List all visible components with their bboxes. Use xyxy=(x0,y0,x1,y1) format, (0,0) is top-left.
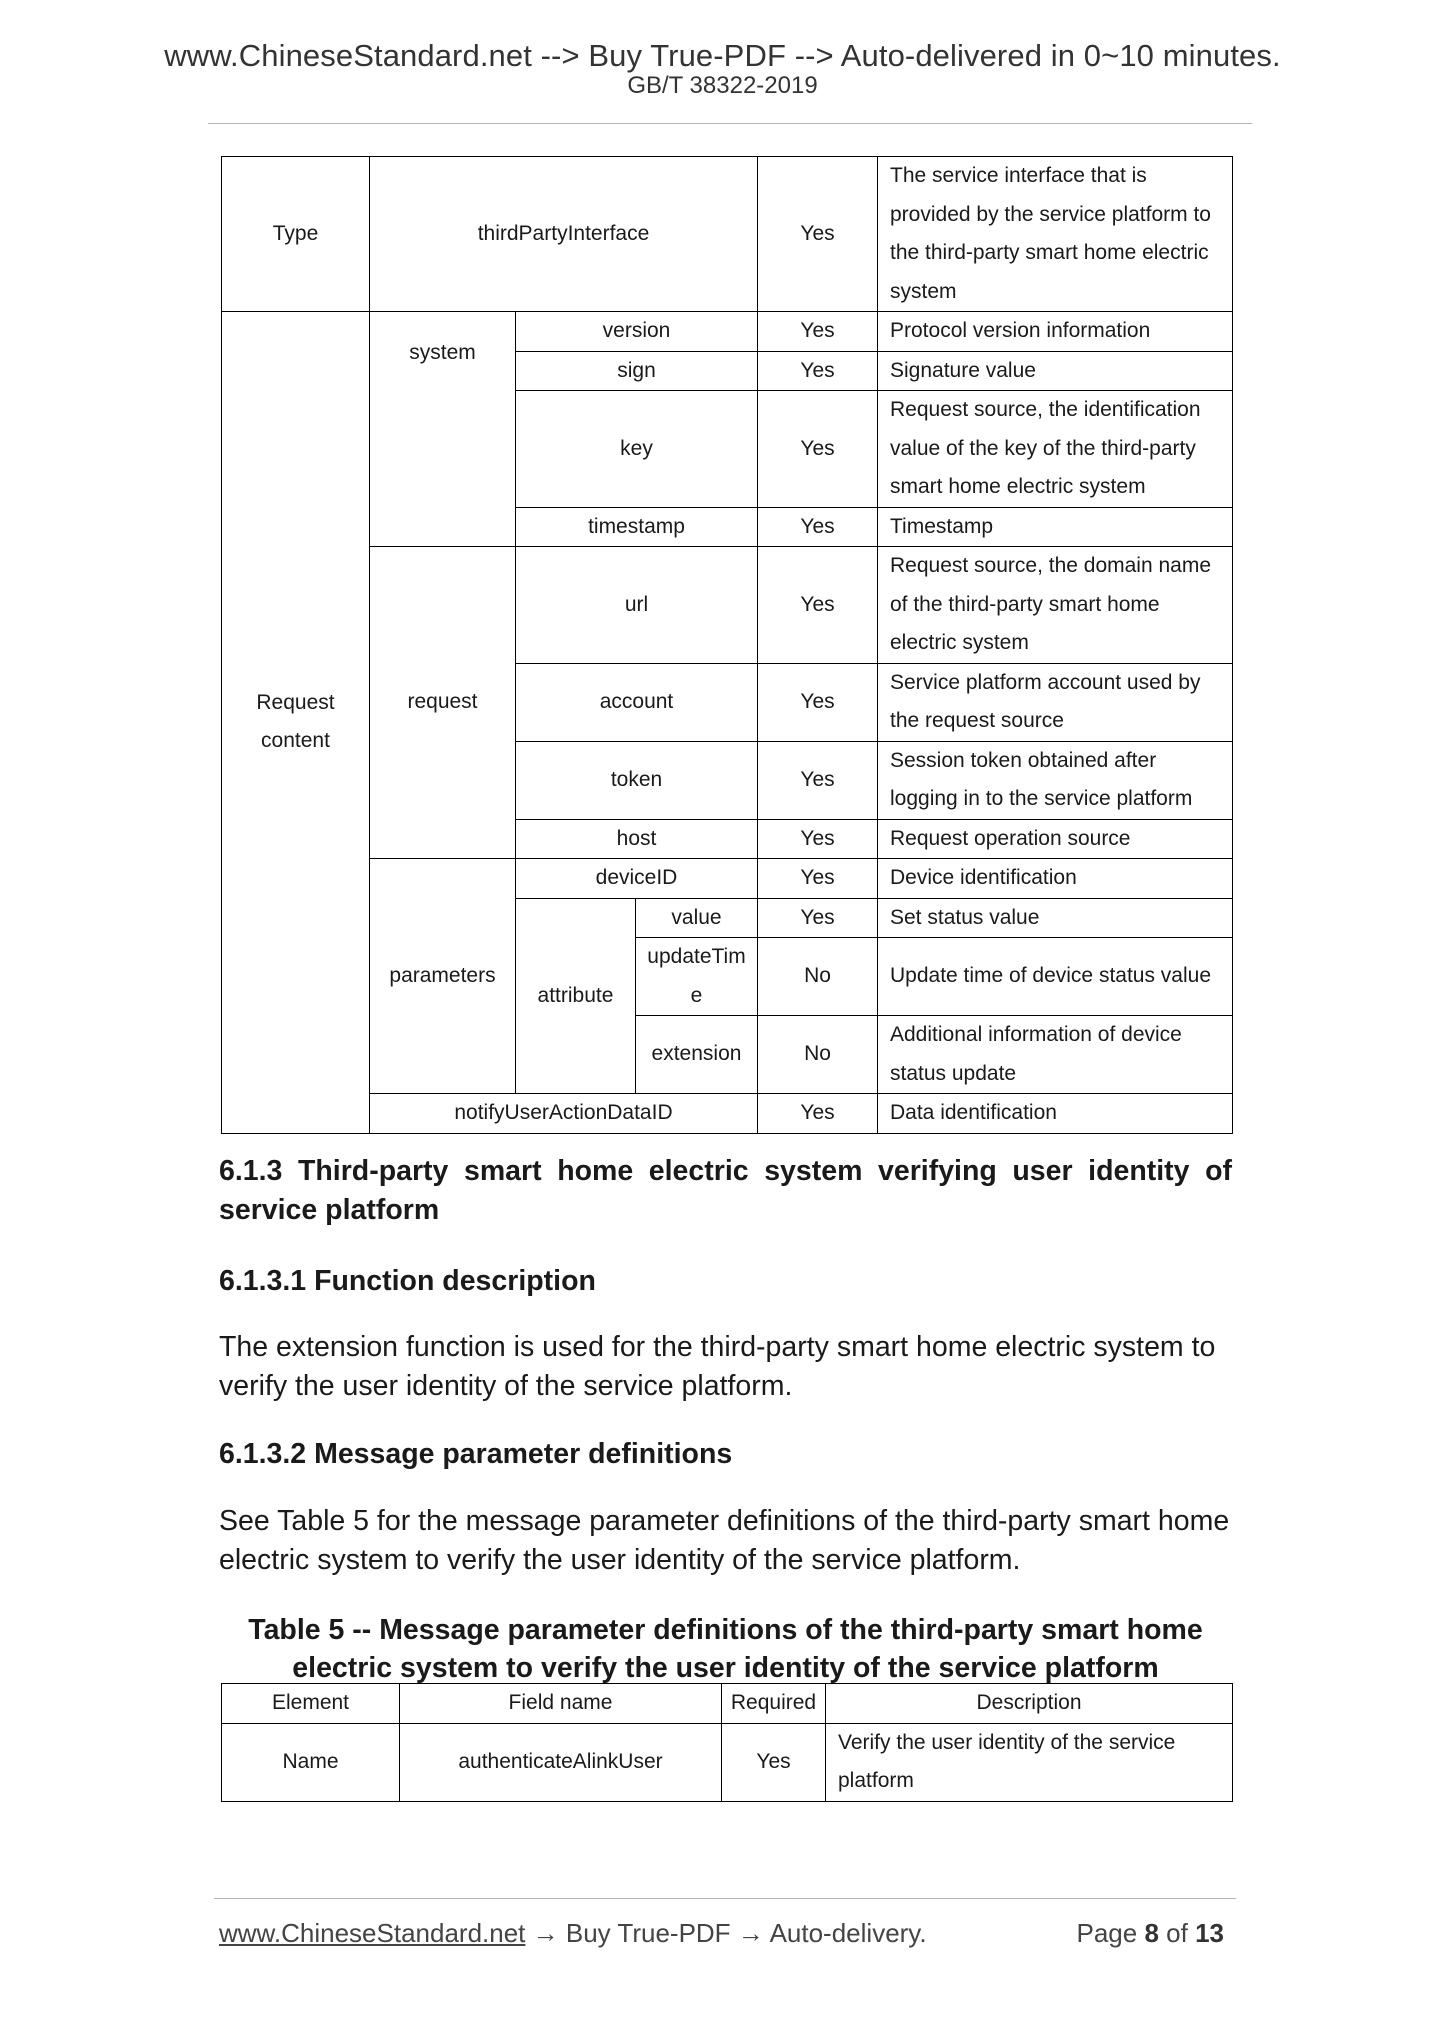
cell-description: Request source, the identification value of the key of the third-party smart home electric system xyxy=(878,391,1233,508)
cell-required: Yes xyxy=(758,507,878,547)
standard-number: GB/T 38322-2019 xyxy=(627,72,818,99)
system-label: system xyxy=(370,312,516,547)
cell-field: authenticateAlinkUser xyxy=(400,1723,722,1801)
cell-element: Type xyxy=(222,157,370,312)
cell-required: Yes xyxy=(758,547,878,664)
header-field-name: Field name xyxy=(400,1684,722,1724)
cell-required: Yes xyxy=(758,351,878,391)
cell-description: Device identification xyxy=(878,859,1233,899)
cell-required: Yes xyxy=(758,741,878,819)
cell-description: Protocol version information xyxy=(878,312,1233,352)
cell-required: Yes xyxy=(722,1723,826,1801)
table-row xyxy=(222,547,1233,664)
cell-description: Data identification xyxy=(878,1094,1233,1134)
cell-field: value xyxy=(636,898,758,938)
header-divider xyxy=(208,123,1252,124)
cell-field: thirdPartyInterface xyxy=(370,157,758,312)
table-header-row xyxy=(222,1684,1233,1724)
cell-required: Yes xyxy=(758,157,878,312)
section-heading-6-1-3: 6.1.3 Third-party smart home electric system verifying user identity of service platform xyxy=(219,1155,1232,1226)
parameters-label: parameters xyxy=(370,859,516,1094)
header-banner: www.ChineseStandard.net --> Buy True-PDF --> Auto-delivered in 0~10 minutes. xyxy=(164,38,1281,73)
cell-description: Signature value xyxy=(878,351,1233,391)
page-word: Page xyxy=(1076,1918,1138,1948)
attribute-label: attribute xyxy=(516,898,636,1094)
cell-description: Request operation source xyxy=(878,819,1233,859)
footer-link[interactable]: www.ChineseStandard.net xyxy=(219,1918,526,1948)
cell-field: updateTime xyxy=(636,938,758,1016)
cell-description: The service interface that is provided by the service platform to the third-party smart home electric system xyxy=(878,157,1233,312)
cell-field: deviceID xyxy=(516,859,758,899)
cell-required: Yes xyxy=(758,859,878,899)
cell-field: version xyxy=(516,312,758,352)
cell-description: Timestamp xyxy=(878,507,1233,547)
cell-element: Name xyxy=(222,1723,400,1801)
cell-field: account xyxy=(516,663,758,741)
footer xyxy=(219,1918,1232,1949)
header-required: Required xyxy=(722,1684,826,1724)
table-row xyxy=(222,1723,1233,1801)
cell-field: host xyxy=(516,819,758,859)
header-description: Description xyxy=(826,1684,1233,1724)
cell-field: extension xyxy=(636,1016,758,1094)
footer-divider xyxy=(214,1898,1236,1899)
cell-field: notifyUserActionDataID xyxy=(370,1094,758,1134)
cell-required: Yes xyxy=(758,391,878,508)
header-element: Element xyxy=(222,1684,400,1724)
section-heading-6-1-3-2: 6.1.3.2 Message parameter definitions xyxy=(219,1438,733,1470)
footer-text: → Buy True-PDF → Auto-delivery. xyxy=(525,1918,927,1948)
cell-description: Request source, the domain name of the third-party smart home electric system xyxy=(878,547,1233,664)
cell-field: timestamp xyxy=(516,507,758,547)
request-label: request xyxy=(370,547,516,859)
paragraph-message-parameters: See Table 5 for the message parameter definitions of the third-party smart home electric system to verify the user identity of the service platform. xyxy=(219,1505,1230,1576)
table-5 xyxy=(221,1683,1233,1802)
cell-required: Yes xyxy=(758,819,878,859)
cell-description: Verify the user identity of the service platform xyxy=(826,1723,1233,1801)
cell-required: No xyxy=(758,1016,878,1094)
of-word: of xyxy=(1166,1918,1188,1948)
page-current: 8 xyxy=(1144,1918,1159,1948)
request-content-label: Request content xyxy=(222,312,370,1134)
cell-description: Set status value xyxy=(878,898,1233,938)
cell-required: Yes xyxy=(758,663,878,741)
table-row xyxy=(222,312,1233,352)
cell-required: No xyxy=(758,938,878,1016)
table-row xyxy=(222,859,1233,899)
page-indicator xyxy=(1076,1918,1224,1949)
cell-field: url xyxy=(516,547,758,664)
cell-required: Yes xyxy=(758,898,878,938)
cell-required: Yes xyxy=(758,1094,878,1134)
cell-field: token xyxy=(516,741,758,819)
table-row xyxy=(222,157,1233,312)
section-heading-6-1-3-1: 6.1.3.1 Function description xyxy=(219,1265,596,1297)
cell-description: Session token obtained after logging in to the service platform xyxy=(878,741,1233,819)
table-5-caption: Table 5 -- Message parameter definitions of the third-party smart home electric system to verify the user identity of the service platform xyxy=(248,1614,1203,1684)
cell-field: key xyxy=(516,391,758,508)
parameter-table xyxy=(221,156,1233,1134)
page-total: 13 xyxy=(1195,1918,1224,1948)
cell-description: Service platform account used by the request source xyxy=(878,663,1233,741)
cell-field: sign xyxy=(516,351,758,391)
table-row xyxy=(222,1094,1233,1134)
paragraph-function-description: The extension function is used for the third-party smart home electric system to verify the user identity of the service platform. xyxy=(219,1331,1216,1402)
cell-description: Update time of device status value xyxy=(878,938,1233,1016)
cell-required: Yes xyxy=(758,312,878,352)
cell-description: Additional information of device status update xyxy=(878,1016,1233,1094)
